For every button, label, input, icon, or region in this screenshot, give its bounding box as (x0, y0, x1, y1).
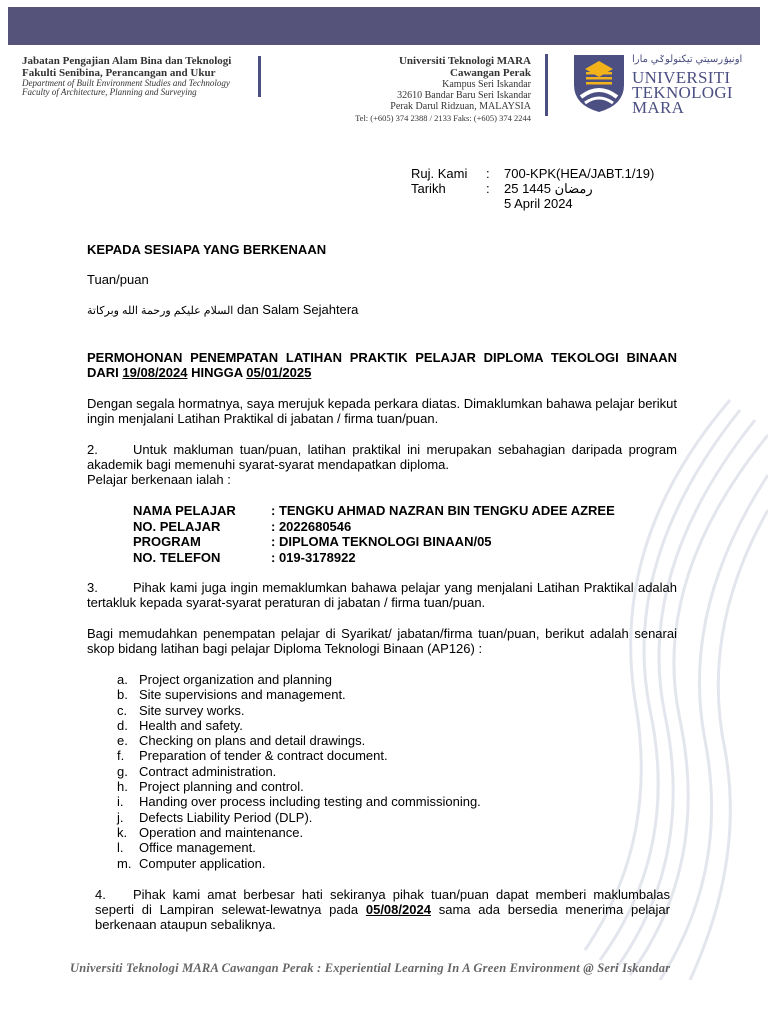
paragraph-4-number: 4. (95, 887, 106, 902)
student-field-value: : TENGKU AHMAD NAZRAN BIN TENGKU ADEE AZREE (271, 503, 615, 518)
student-field-value: : DIPLOMA TEKNOLOGI BINAAN/05 (271, 534, 492, 549)
list-item: i. Handing over process including testing and commissioning. (117, 794, 481, 810)
student-row (133, 503, 615, 519)
student-field-label: NO. PELAJAR (133, 518, 221, 534)
student-field-label: NO. TELEFON (133, 549, 221, 565)
list-item: k. Operation and maintenance. (117, 824, 304, 840)
paragraph-3-number: 3. (87, 580, 98, 595)
paragraph-2 (87, 442, 677, 472)
recipient-line: KEPADA SESIAPA YANG BERKENAAN (87, 242, 327, 257)
logo-arabic-text: اونيۏرسيتي تيكنولوݢي مارا (632, 54, 743, 65)
subject-end-date: 05/01/2025 (246, 365, 312, 380)
uitm-crest-logo (571, 53, 627, 113)
student-field-label: PROGRAM (133, 534, 201, 549)
list-item: g. Contract administration. (117, 763, 277, 779)
list-item: b. Site supervisions and management. (117, 687, 346, 703)
paragraph-2-number: 2. (87, 442, 98, 457)
list-item: m. Computer application. (117, 855, 266, 871)
ref-label: Ruj. Kami (411, 166, 468, 181)
header-divider-left (258, 56, 261, 97)
address-line-1: Kampus Seri Iskandar (442, 79, 531, 90)
logo-text-line-3: MARA (632, 98, 685, 117)
contact-numbers: Tel: (+605) 374 2388 / 2133 Faks: (+605) 374 2244 (355, 113, 531, 123)
subject-until: HINGGA (191, 365, 243, 380)
salutation: Tuan/puan (87, 272, 149, 287)
subject-start-date: 19/08/2024 (122, 365, 188, 380)
list-item: l. Office management. (117, 840, 256, 856)
student-details (133, 503, 615, 565)
scope-intro: Bagi memudahkan penempatan pelajar di Syarikat/ jabatan/firma tuan/puan, berikut adalah senarai skop bidang latihan bagi pelajar Diploma Teknologi Binaan (AP126) : (87, 626, 677, 656)
reference-block (411, 166, 654, 211)
paragraph-3 (87, 580, 677, 610)
list-item: e. Checking on plans and detail drawings. (117, 733, 366, 749)
greeting-line (87, 302, 677, 319)
student-row (133, 550, 615, 566)
university-address-header (355, 55, 531, 124)
student-field-value: : 019-3178922 (271, 549, 356, 565)
list-item: d. Health and safety. (117, 717, 243, 733)
faculty-name-english: Faculty of Architecture, Planning and Surveying (22, 87, 197, 97)
ref-colon: : (486, 166, 490, 181)
dept-name-malay: Jabatan Pengajian Alam Bina dan Teknologi (22, 55, 232, 67)
dept-name-english: Department of Built Environment Studies and Technology (22, 78, 230, 88)
paragraph-4 (95, 887, 670, 932)
subject-heading (87, 350, 677, 380)
response-deadline-date: 05/08/2024 (365, 902, 431, 917)
logo-text-line-1: UNIVERSITI (632, 68, 731, 87)
date-label: Tarikh (411, 181, 446, 196)
greeting-malay: dan Salam Sejahtera (236, 302, 359, 317)
paragraph-2-text: Untuk makluman tuan/puan, latihan praktikal ini merupakan sebahagian daripada program akademik bagi memenuhi syarat-syarat mendapatkan diploma. (87, 442, 677, 472)
department-header (22, 55, 231, 97)
top-banner (8, 7, 760, 45)
student-row (133, 534, 615, 550)
list-item: f. Preparation of tender & contract document. (117, 748, 388, 764)
campus-name: Cawangan Perak (450, 67, 531, 79)
list-item: h. Project planning and control. (117, 779, 304, 795)
paragraph-4-text-end: sama ada bersedia menerima pelajar berkenaan ataupun sebaliknya. (95, 902, 670, 932)
greeting-arabic: السلام عليكم ورحمة الله وبركاتة (87, 305, 234, 317)
paragraph-2-lead: Pelajar berkenaan ialah : (87, 472, 231, 487)
ref-value: 700-KPK(HEA/JABT.1/19) (504, 166, 655, 181)
gregorian-date: 5 April 2024 (504, 196, 573, 211)
paragraph-4-text: Pihak kami amat berbesar hati sekiranya pihak tuan/puan dapat memberi maklumbalas seperti di Lampiran selewat-lewatnya pada (95, 887, 670, 917)
address-line-3: Perak Darul Ridzuan, MALAYSIA (390, 101, 531, 112)
student-field-value: : 2022680546 (271, 518, 352, 534)
student-row (133, 519, 615, 535)
paragraph-1: Dengan segala hormatnya, saya merujuk kepada perkara diatas. Dimaklumkan bahawa pelajar berikut ingin menjalani Latihan Praktikal di jabatan / firma tuan/puan. (87, 396, 677, 426)
list-item: c. Site survey works. (117, 702, 245, 718)
training-scope-list (117, 672, 481, 871)
list-item: a. Project organization and planning (117, 672, 332, 687)
student-field-label: NAMA PELAJAR (133, 503, 236, 518)
date-colon: : (486, 181, 490, 196)
list-item: j. Defects Liability Period (DLP). (117, 809, 313, 825)
hijri-date: 25 رمضان 1445 (504, 181, 593, 196)
footer-tagline: Universiti Teknologi MARA Cawangan Perak : Experiential Learning In A Green Environment @ Seri Iskandar (70, 961, 671, 975)
subject-text: PERMOHONAN PENEMPATAN LATIHAN PRAKTIK PELAJAR DIPLOMA TEKOLOGI BINAAN DARI (87, 350, 677, 380)
header-divider-right (545, 54, 548, 116)
faculty-name-malay: Fakulti Senibina, Perancangan and Ukur (22, 67, 216, 79)
address-line-2: 32610 Bandar Baru Seri Iskandar (397, 90, 531, 101)
university-name: Universiti Teknologi MARA (398, 55, 531, 67)
logo-text-line-2: TEKNOLOGI (632, 83, 733, 102)
paragraph-3-text: Pihak kami juga ingin memaklumkan bahawa pelajar yang menjalani Latihan Praktikal adalah tertakluk kepada syarat-syarat peraturan di jabatan / firma tuan/puan. (87, 580, 677, 610)
